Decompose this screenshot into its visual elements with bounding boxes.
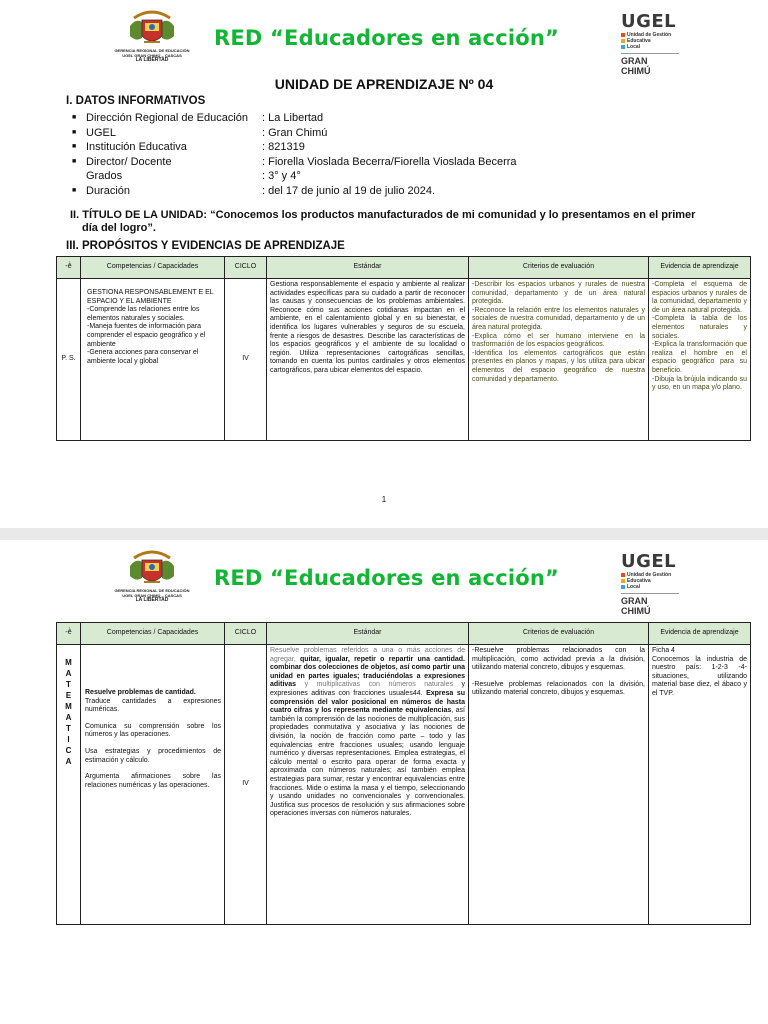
header-competencias: Competencias / Capacidades — [81, 623, 225, 645]
crest-emblem — [124, 548, 180, 588]
area-cell: M A T E M A T I C A — [57, 645, 81, 925]
ugel-subtitle: GRAN CHIMÚ — [621, 593, 679, 616]
crest-line: UGEL GRAN CHIMÚ – CASCAS — [122, 593, 182, 598]
header-estandar: Estándar — [267, 623, 469, 645]
info-row: Grados : 3° y 4° — [86, 170, 301, 182]
info-row: ■ Institución Educativa : 821319 — [72, 141, 305, 153]
info-row: ■ Director/ Docente : Fiorella Vioslada Becerra/Fiorella Vioslada Becerra — [72, 155, 517, 168]
ugel-logo-name: UGEL — [621, 551, 677, 572]
header-competencias: Competencias / Capacidades — [81, 257, 225, 279]
page-2 — [0, 540, 768, 1024]
crest-line: UGEL GRAN CHIMÚ – CASCAS — [122, 53, 182, 58]
regional-crest — [102, 548, 202, 603]
regional-crest — [102, 8, 202, 63]
crest-line: LA LIBERTAD — [135, 597, 169, 603]
competencias-cell: GESTIONA RESPONSABLEMENT E EL ESPACIO Y EL AMBIENTE -Comprende las relaciones entre los elementos naturales y sociales. -Maneja fuentes de información para comprender el espacio geográfico y el ambiente -Genera acciones para conservar el ambiente local y global — [81, 279, 225, 441]
section-heading: III. PROPÓSITOS Y EVIDENCIAS DE APRENDIZAJE — [66, 240, 345, 252]
bullet-icon: ■ — [72, 186, 77, 194]
table-header-row — [57, 623, 751, 645]
ugel-line: Unidad de Gestión — [627, 572, 672, 578]
table-row — [57, 279, 751, 441]
unit-title: II. TÍTULO DE LA UNIDAD: “Conocemos los productos manufacturados de mi comunidad y lo presentamos en el primer día del logro”. — [70, 209, 696, 234]
ugel-subtitle: GRAN CHIMÚ — [621, 53, 679, 76]
header-criterios: Criterios de evaluación — [469, 257, 649, 279]
page-gap — [0, 528, 768, 540]
blue-dot-icon — [621, 585, 625, 589]
header-evidencia: Evidencia de aprendizaje — [649, 257, 751, 279]
info-row: ■ Duración : del 17 de junio al 19 de julio 2024. — [72, 184, 436, 197]
header-ciclo: CICLO — [225, 623, 267, 645]
estandar-cell: Resuelve problemas referidos a una o más acciones de agregar, quitar, igualar, repetir o repartir una cantidad. combinar dos colecciones de objetos, así como partir una unidad en partes iguales; traduciéndolas a expresiones aditivas y multiplicativas con números naturales y expresiones aditivas con fracciones usuales44. Expresa su comprensión del valor posicional en números de hasta cuatro cifras y los representa mediante equivalencias, así también la comprensión de las nociones de multiplicación, sus propiedades conmutativa y asociativa y las nociones de división, la noción de fracción como parte – todo y las equivalencias entre fracciones usuales; usando lenguaje numérico y diversas representaciones. Emplea estrategias, el cálculo mental o escrito para operar de forma exacta y aproximada con números naturales; así también emplea estrategias para sumar, restar y encontrar equivalencias entre fracciones. Mide o estima la masa y el tiempo, seleccionando y usando unidades no convencionales y convencionales. Justifica sus procesos de resolución y sus afirmaciones sobre operaciones inversas con números naturales. — [267, 645, 469, 925]
yellow-dot-icon — [621, 579, 625, 583]
document-title: UNIDAD DE APRENDIZAJE Nº 04 — [274, 76, 494, 92]
header-area: -ḕ — [57, 623, 81, 645]
ciclo-cell: IV — [225, 279, 267, 441]
ugel-line: Local — [627, 584, 641, 590]
info-row: ■ UGEL : Gran Chimú — [72, 126, 328, 139]
crest-line: LA LIBERTAD — [135, 57, 169, 63]
orange-dot-icon — [621, 573, 625, 577]
info-row: ■ Dirección Regional de Educación : La Libertad — [72, 112, 324, 124]
criterios-cell: -Describir los espacios urbanos y rurales de nuestra comunidad, departamento y de un área natural protegida. -Reconoce la relación entre los elementos naturales y sociales de nuestra comunidad, departamento y de un área natural protegida. -Explica cómo el ser humano interviene en la trasformación de los espacios geográficos. -Identifica los elementos cartográficos que están presentes en planos y mapas, y los utiliza para ubicar elementos del espacio geográfico de nuestra comunidad y departamento. — [469, 279, 649, 441]
bullet-icon: ■ — [72, 128, 77, 136]
ugel-line: Unidad de Gestión — [627, 32, 672, 38]
crest-line: GERENCIA REGIONAL DE EDUCACIÓN — [114, 48, 190, 53]
table-header-row — [57, 257, 751, 279]
area-cell: P. S. — [57, 279, 81, 441]
blue-dot-icon — [621, 45, 625, 49]
page-header — [0, 540, 768, 620]
evidencia-cell: -Completa el esquema de espacios urbanos y rurales de la comunidad, departamento y de un área natural protegida. -Completa la tabla de los elementos naturales y sociales. -Explica la transformación que realiza el hombre en el espacio geográfico para su beneficio. -Dibuja la brújula indicando su y uso, en un mapa y/o plano. — [649, 279, 751, 441]
info-list — [72, 111, 672, 198]
page-number: 1 — [381, 495, 387, 504]
orange-dot-icon — [621, 33, 625, 37]
ugel-line: Educativa — [627, 578, 651, 584]
bullet-icon: ■ — [72, 114, 77, 121]
bullet-icon: ■ — [72, 143, 77, 150]
ugel-line: Local — [627, 44, 641, 50]
section-heading: I. DATOS INFORMATIVOS — [66, 95, 206, 107]
estandar-cell: Gestiona responsablemente el espacio y ambiente al realizar actividades específicas para su cuidado a partir de reconocer las causas y consecuencias de los problemas ambientales. Reconoce cómo sus acciones cotidianas impactan en el ambiente, en el calentamiento global y en su bienestar, e identifica los lugares vulnerables y seguros de su escuela, frente a riesgos de desastres. Describe las características de los espacios geográficos y el ambiente de su localidad o región. Utiliza representaciones cartográficas sencillas, tomando en cuenta los puntos cardinales y otros elementos cartográficos, para ubicar elementos del espacio. — [267, 279, 469, 441]
crest-line: GERENCIA REGIONAL DE EDUCACIÓN — [114, 588, 190, 593]
header-ciclo: CICLO — [225, 257, 267, 279]
criterios-cell: -Resuelve problemas relacionados con la multiplicación, como actividad previa a la división, utilizando material concreto, dibujos y esquemas. -Resuelve problemas relacionados con la división, utilizando material concreto, dibujos y esquemas. — [469, 645, 649, 925]
header-criterios: Criterios de evaluación — [469, 623, 649, 645]
crest-emblem — [124, 8, 180, 48]
ugel-line: Educativa — [627, 38, 651, 44]
ciclo-cell: IV — [225, 645, 267, 925]
ugel-logo — [621, 552, 691, 616]
math-table — [56, 622, 751, 925]
purposes-table — [56, 256, 751, 441]
table-row — [57, 645, 751, 925]
evidencia-cell: Ficha 4 Conocemos la industria de nuestro país: 1-2-3 -4- situaciones, utilizando material base diez, el ábaco y el TVP. — [649, 645, 751, 925]
page-header — [0, 0, 768, 80]
yellow-dot-icon — [621, 39, 625, 43]
ugel-logo — [621, 12, 691, 76]
header-evidencia: Evidencia de aprendizaje — [649, 623, 751, 645]
header-estandar: Estándar — [267, 257, 469, 279]
bullet-icon: ■ — [72, 157, 77, 165]
ugel-logo-name: UGEL — [621, 11, 677, 32]
competencias-cell: Resuelve problemas de cantidad. Traduce cantidades a expresiones numéricas. Comunica su comprensión sobre los números y las operaciones. Usa estrategias y procedimientos de estimación y cálculo. Argumenta afirmaciones sobre las relaciones numéricas y las operaciones. — [81, 645, 225, 925]
header-area: -ḕ — [57, 257, 81, 279]
brand-title: RED “Educadores en acción” — [214, 26, 560, 50]
brand-title: RED “Educadores en acción” — [214, 566, 560, 590]
